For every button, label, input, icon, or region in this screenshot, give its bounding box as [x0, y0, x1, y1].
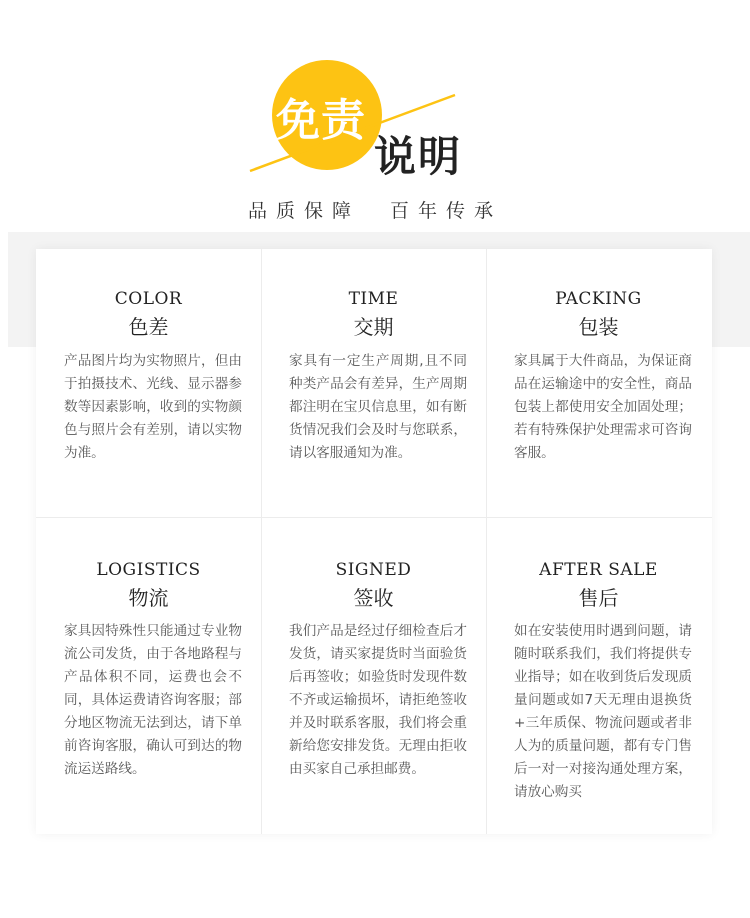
card-body: 如在安装使用时遇到问题，请随时联系我们，我们将提供专业指导；如在收到货后发现质量问题或如7天无理由退换货+三年质保、物流问题或者非人为的质量问题，都有专门售后一对一对接沟通处理方案，请放心购买: [514, 623, 692, 800]
title-sub: 说明: [374, 132, 463, 181]
card-body: 家具因特殊性只能通过专业物流公司发货，由于各地路程与产品体积不同，运费也会不同，具体运费请咨询客服；部分地区物流无法到达，请下单前咨询客服，确认可到达的物流运送路线。: [64, 623, 242, 777]
card-title-en: COLOR: [114, 289, 183, 309]
card-time: [261, 249, 486, 541]
card-body: 家具有一定生产周期,且不同种类产品会有差异，生产周期都注明在宝贝信息里，如有断货情况我们会及时与您联系，请以客服通知为准。: [289, 353, 467, 461]
card-title-en: LOGISTICS: [96, 560, 201, 580]
card-title-zh: 色差: [128, 315, 169, 339]
card-title-zh: 交期: [353, 315, 394, 339]
header: [0, 0, 750, 240]
notice-grid: [36, 249, 712, 834]
card-after-sale: [486, 517, 711, 809]
card-body: 家具属于大件商品，为保证商品在运输途中的安全性，商品包装上都使用安全加固处理；若有特殊保护处理需求可咨询客服。: [514, 353, 692, 461]
card-title-zh: 售后: [578, 586, 619, 610]
title-main: 免责: [276, 95, 366, 146]
card-title-en: AFTER SALE: [539, 560, 658, 580]
slogan: 品质保障 百年传承: [247, 200, 503, 222]
card-title-zh: 包装: [578, 315, 619, 339]
card-body: 产品图片均为实物照片，但由于拍摄技术、光线、显示器参数等因素影响，收到的实物颜色与照片会有差别，请以实物为准。: [64, 353, 242, 461]
card-title-zh: 签收: [353, 586, 394, 610]
card-title-en: PACKING: [555, 289, 642, 309]
card-title-en: TIME: [348, 289, 399, 309]
card-color: [36, 249, 261, 541]
card-logistics: [36, 517, 261, 809]
card-title-en: SIGNED: [335, 560, 412, 580]
card-title-zh: 物流: [128, 586, 169, 610]
card-packing: [486, 249, 711, 541]
card-body: 我们产品是经过仔细检查后才发货，请买家提货时当面验货后再签收；如验货时发现件数不齐或运输损坏，请拒绝签收并及时联系客服，我们将会重新给您安排发货。无理由拒收由买家自己承担邮费。: [289, 623, 467, 777]
card-signed: [261, 517, 486, 809]
